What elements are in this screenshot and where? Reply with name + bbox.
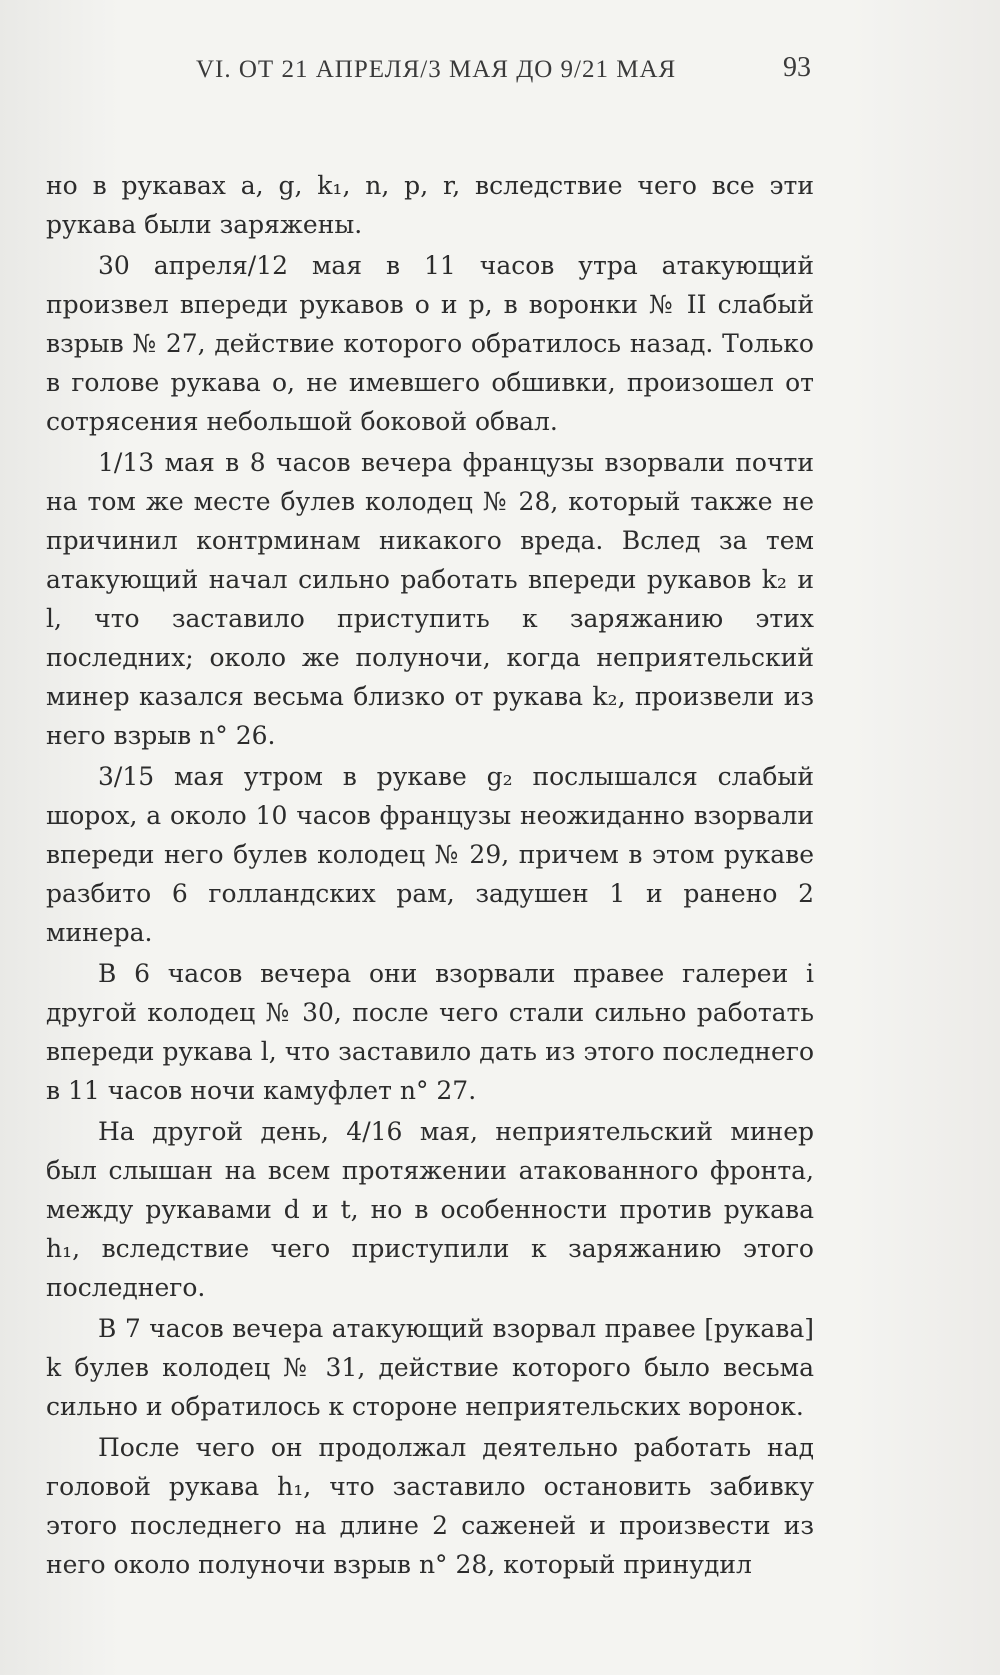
- paragraph-4: 3/15 мая утром в рукаве g₂ послышался слабый шорох, а около 10 часов французы неожиданно взорвали впереди него булев колодец № 29, причем в этом рукаве разбито 6 голландских рам, задушен 1 и ранено 2 минера.: [46, 762, 814, 947]
- page-number: 93: [783, 52, 811, 83]
- running-title: VI. ОТ 21 АПРЕЛЯ/3 МАЯ ДО 9/21 МАЯ: [196, 56, 677, 83]
- paragraph-1: но в рукавах a, g, k₁, n, p, r, вследствие чего все эти рукава были заряжены.: [46, 171, 814, 239]
- running-head: [46, 52, 811, 92]
- paragraph-8: После чего он продолжал деятельно работать над головой рукава h₁, что заставило остановить забивку этого последнего на длине 2 саженей и произвести из него около полуночи взрыв n° 28, который принудил: [46, 1433, 814, 1579]
- body-text: [46, 166, 814, 1586]
- paragraph-7: В 7 часов вечера атакующий взорвал правее [рукава] k булев колодец № 31, действие которого было весьма сильно и обратилось к стороне неприятельских воронок.: [46, 1314, 814, 1421]
- paragraph-2: 30 апреля/12 мая в 11 часов утра атакующий произвел впереди рукавов o и p, в воронки № II слабый взрыв № 27, действие которого обратилось назад. Только в голове рукава o, не имевшего обшивки, произошел от сотрясения небольшой боковой обвал.: [46, 251, 814, 436]
- paragraph-3: 1/13 мая в 8 часов вечера французы взорвали почти на том же месте булев колодец № 28, который также не причинил контрминам никакого вреда. Вслед за тем атакующий начал сильно работать впереди рукавов k₂ и l, что заставило приступить к заряжанию этих последних; около же полуночи, когда неприятельский минер казался весьма близко от рукава k₂, произвели из него взрыв n° 26.: [46, 448, 814, 750]
- paragraph-5: В 6 часов вечера они взорвали правее галереи i другой колодец № 30, после чего стали сильно работать впереди рукава l, что заставило дать из этого последнего в 11 часов ночи камуфлет n° 27.: [46, 959, 814, 1105]
- paragraph-6: На другой день, 4/16 мая, неприятельский минер был слышан на всем протяжении атакованного фронта, между рукавами d и t, но в особенности против рукава h₁, вследствие чего приступили к заряжанию этого последнего.: [46, 1117, 814, 1302]
